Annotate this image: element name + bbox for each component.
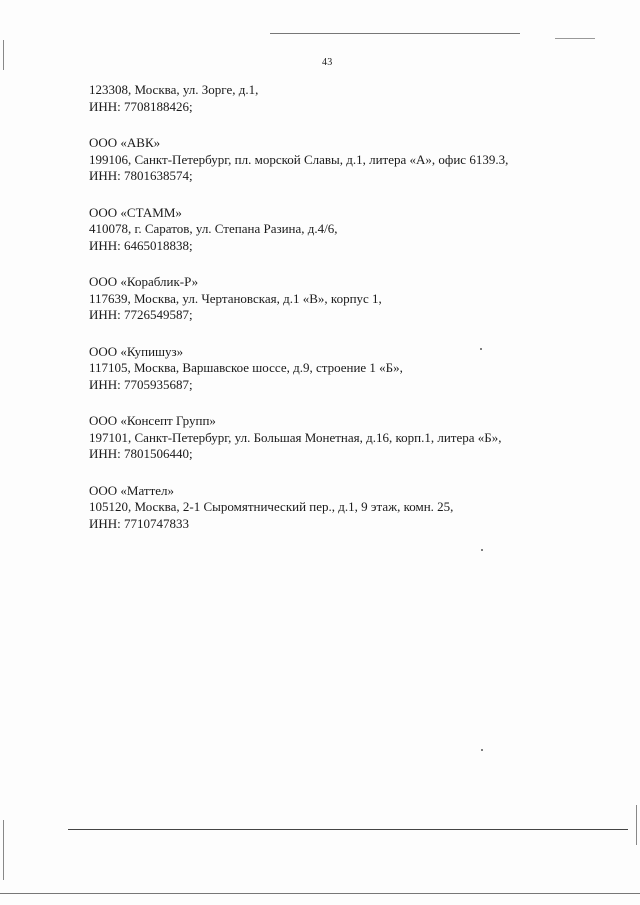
entry-inn-line: ИНН: 7801638574;	[89, 168, 193, 183]
entry-inn-line: ИНН: 7705935687;	[89, 376, 193, 392]
entry-address-line: 199106, Санкт-Петербург, пл. морской Славы, д.1, литера «А», офис 6139.3,	[89, 151, 509, 167]
scan-artifact-bottom-edge	[0, 893, 640, 894]
address-entry	[89, 483, 589, 533]
entry-address-line: 117639, Москва, ул. Чертановская, д.1 «В», корпус 1,	[89, 290, 382, 306]
address-entry	[89, 413, 589, 463]
entry-company-name: ООО «Консепт Групп»	[89, 413, 216, 428]
entry-company-name: ООО «Маттел»	[89, 482, 175, 498]
entry-address-line: 123308, Москва, ул. Зорге, д.1,	[89, 82, 259, 97]
address-entry	[89, 344, 589, 394]
scan-speck	[481, 749, 483, 751]
entry-address-line: 105120, Москва, 2-1 Сыромятнический пер., д.1, 9 этаж, комн. 25,	[89, 499, 454, 514]
entry-inn-line: ИНН: 7708188426;	[89, 98, 193, 114]
entry-address-line: 410078, г. Саратов, ул. Степана Разина, д.4/6,	[89, 221, 338, 236]
entry-inn-line: ИНН: 7710747833	[89, 515, 190, 531]
scan-artifact-top-dash	[555, 38, 595, 39]
entry-company-name: ООО «Кораблик-Р»	[89, 274, 199, 289]
address-entry	[89, 205, 589, 255]
scan-artifact-bottom-line	[68, 829, 628, 830]
address-entry	[89, 82, 589, 115]
entry-address-line: 117105, Москва, Варшавское шоссе, д.9, строение 1 «Б»,	[89, 360, 403, 375]
entry-company-name: ООО «АВК»	[89, 135, 161, 150]
scan-artifact-top-line	[270, 33, 520, 34]
entry-company-name: ООО «СТАММ»	[89, 204, 182, 220]
address-entry	[89, 135, 589, 185]
scan-artifact-right-edge	[636, 805, 637, 845]
address-entry	[89, 274, 589, 324]
entry-inn-line: ИНН: 7726549587;	[89, 307, 193, 322]
scan-artifact-left-edge-bottom	[3, 820, 4, 880]
entry-inn-line: ИНН: 6465018838;	[89, 237, 193, 253]
scan-artifact-left-edge	[3, 40, 4, 70]
entry-address-line: 197101, Санкт-Петербург, ул. Большая Монетная, д.16, корп.1, литера «Б»,	[89, 429, 502, 445]
page-number: 43	[322, 57, 333, 68]
entry-inn-line: ИНН: 7801506440;	[89, 446, 193, 461]
entry-company-name: ООО «Купишуз»	[89, 343, 184, 359]
address-list	[89, 82, 589, 552]
